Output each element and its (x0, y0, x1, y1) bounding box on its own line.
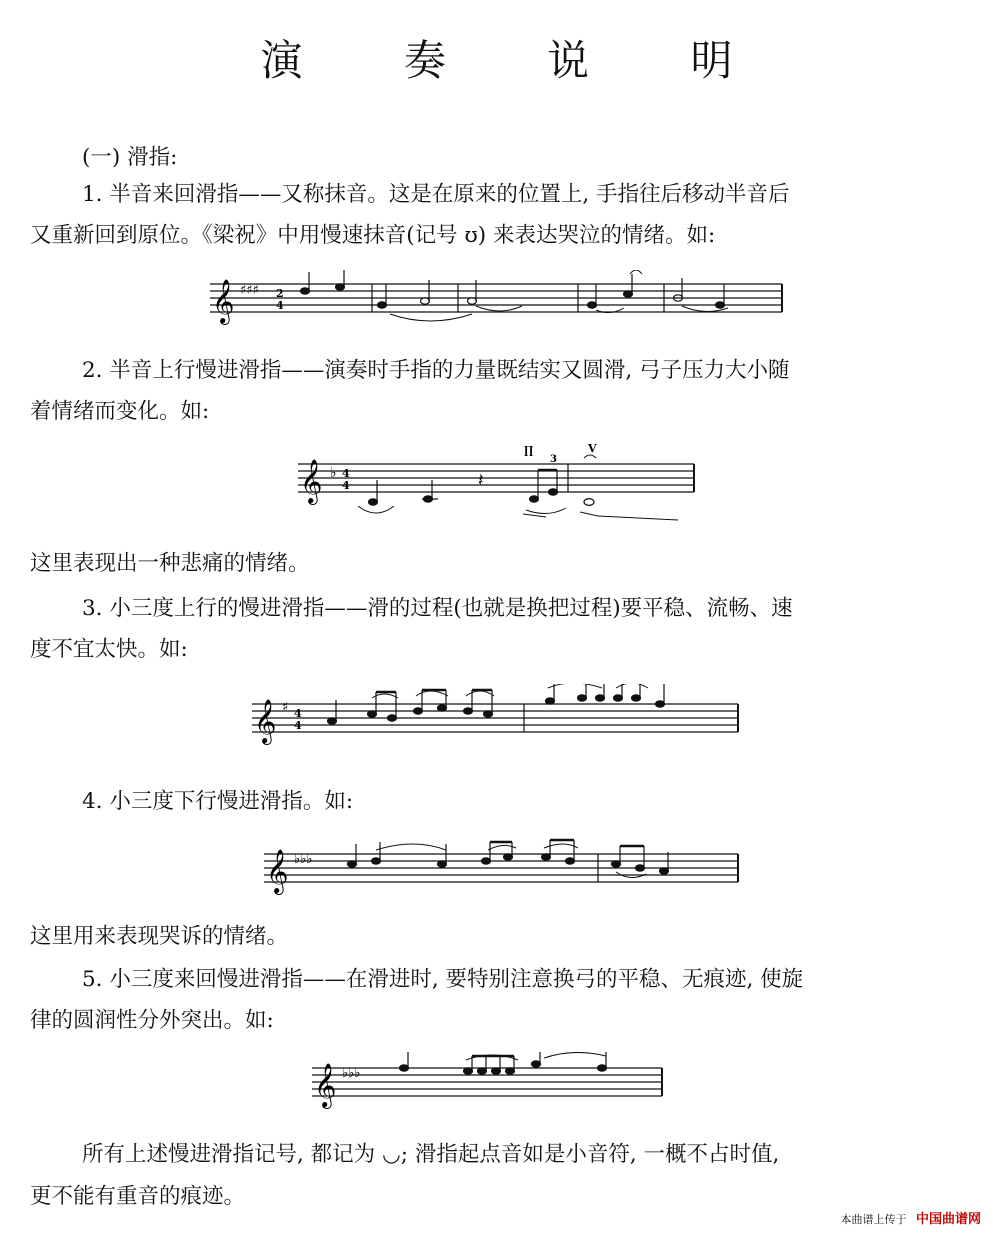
svg-text:♭: ♭ (330, 465, 337, 481)
svg-text:𝄽: 𝄽 (478, 470, 484, 491)
svg-text:𝄞: 𝄞 (300, 459, 323, 503)
footer-prefix: 本曲谱上传于 (840, 1213, 907, 1226)
item-2-line-1: 2. 半音上行慢进滑指——演奏时手指的力量既结实又圆滑, 弓子压力大小随 (82, 358, 790, 383)
svg-text:V: V (588, 442, 597, 455)
item-3-line-1: 3. 小三度上行的慢进滑指——滑的过程(也就是换把过程)要平稳、流畅、速 (82, 596, 793, 621)
svg-text:3: 3 (550, 454, 557, 465)
item-4-after: 这里用来表现哭诉的情绪。 (30, 924, 289, 949)
music-example-5 (312, 1052, 668, 1110)
svg-text:𝄞: 𝄞 (254, 699, 277, 743)
music-example-3 (252, 684, 742, 746)
svg-text:♯: ♯ (282, 700, 289, 715)
svg-text:𝄞: 𝄞 (212, 279, 235, 323)
svg-text:♭♭♭: ♭♭♭ (342, 1066, 361, 1081)
music-example-1 (210, 270, 790, 330)
music-example-4 (264, 838, 744, 900)
closing-line-2: 更不能有重音的痕迹。 (30, 1184, 246, 1209)
svg-text:♯♯♯: ♯♯♯ (240, 283, 259, 298)
closing-line-1: 所有上述慢进滑指记号, 都记为 ◡; 滑指起点音如是小音符, 一概不占时值, (82, 1142, 780, 1167)
music-example-2 (298, 440, 698, 522)
footer-site-link[interactable]: 中国曲谱网 (915, 1212, 981, 1227)
item-5-line-1: 5. 小三度来回慢进滑指——在滑进时, 要特别注意换弓的平稳、无痕迹, 使旋 (82, 967, 804, 992)
item-5-line-2: 律的圆润性分外突出。如: (30, 1008, 274, 1033)
svg-text:2: 2 (276, 287, 284, 300)
svg-text:4: 4 (342, 479, 350, 492)
footer (840, 1208, 981, 1227)
item-2-after: 这里表现出一种悲痛的情绪。 (30, 551, 310, 576)
svg-text:4: 4 (294, 719, 302, 732)
section-heading: (一) 滑指: (82, 145, 178, 170)
item-2-line-2: 着情绪而变化。如: (30, 399, 210, 424)
svg-text:4: 4 (276, 299, 284, 312)
page-title: 演 奏 说 明 (260, 36, 777, 85)
svg-text:♭♭♭: ♭♭♭ (294, 852, 313, 867)
svg-text:4: 4 (342, 467, 350, 480)
svg-text:4: 4 (294, 707, 302, 720)
svg-text:∏: ∏ (524, 444, 534, 457)
item-1-line-2: 又重新回到原位。《梁祝》中用慢速抹音(记号 ʊ) 来表达哭泣的情绪。如: (30, 223, 716, 248)
item-3-line-2: 度不宜太快。如: (30, 637, 188, 662)
svg-text:𝄞: 𝄞 (314, 1063, 337, 1107)
item-1-line-1: 1. 半音来回滑指——又称抹音。这是在原来的位置上, 手指往后移动半音后 (82, 182, 790, 207)
item-4-line-1: 4. 小三度下行慢进滑指。如: (82, 789, 354, 814)
svg-text:𝄞: 𝄞 (266, 849, 289, 893)
